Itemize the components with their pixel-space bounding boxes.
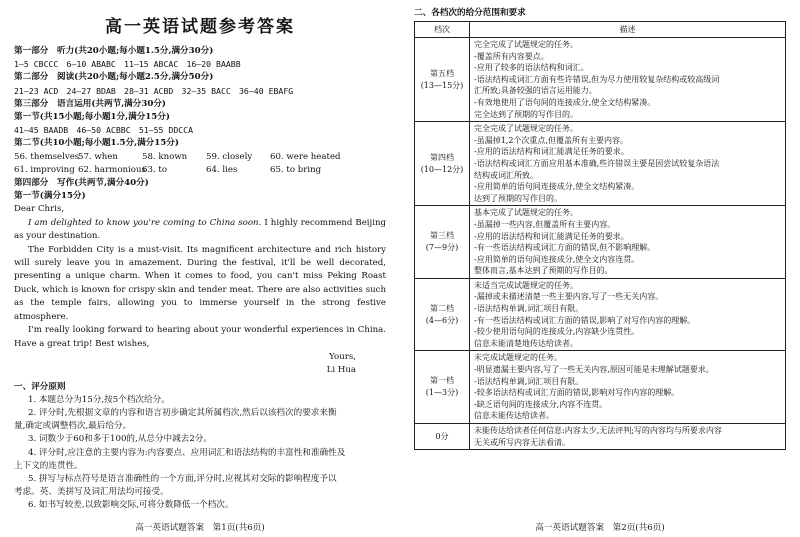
principle-line: 5. 拼写与标点符号是语言准确性的一个方面,评分时,应视其对交际的影响程度予以	[28, 473, 337, 484]
description-line: -应用简单的语句间连接成分,使全文内容连贯。	[474, 254, 640, 264]
level-cell	[415, 351, 470, 424]
description-line: -虽漏掉1,2个次重点,但覆盖所有主要内容。	[474, 135, 628, 145]
description-line: 完全完成了试题规定的任务。	[474, 40, 578, 49]
section2-answers-row2	[14, 164, 386, 177]
part4-heading: 第四部分 写作(共两节,满分40分)	[14, 178, 149, 189]
level-name: 第三档	[430, 231, 454, 241]
principle-line: 4. 评分时,应注意的主要内容为:内容要点、应用词汇和语法结构的丰富性和准确性及	[28, 447, 346, 458]
letter-paragraph-2: The Forbidden City is a must-visit. Its magnificent architecture and rich history will surely leave you in amazement. During the festival, it'll be well decorated, presenting a unique charm. When it comes to food, you can't miss Peking Roast Duck, which is known for crispy skin and tender meat. There are also activities such as the temple fairs, allowing you to immerse yourself in the strong festive atmosphere.	[14, 244, 386, 322]
description-cell	[470, 38, 786, 122]
description-line: -虽漏掉一些内容,但覆盖所有主要内容。	[474, 219, 616, 229]
principles-heading: 一、评分原则	[14, 381, 66, 392]
part2-heading: 第二部分 阅读(共20小题;每小题2.5分,满分50分)	[14, 72, 214, 83]
column-header-level: 档次	[415, 22, 470, 38]
level-cell	[415, 206, 470, 279]
description-line: -有一些语法结构或词汇方面的错误,影响了对写作内容的理解。	[474, 315, 696, 325]
part1-heading: 第一部分 听力(共20小题;每小题1.5分,满分30分)	[14, 46, 214, 56]
description-line: -有效地使用了语句间的连接成分,使全文结构紧凑。	[474, 97, 656, 107]
principle-line: 上下文的连贯性。	[14, 460, 83, 471]
letter-paragraph-1	[14, 217, 386, 244]
answer-item: 65. to bring	[270, 164, 322, 175]
level-name: 第四档	[430, 152, 454, 162]
answer-item: 60. were heated	[270, 151, 341, 162]
description-line: 完全达到了预期的写作目的。	[474, 109, 578, 119]
description-line: -覆盖所有内容要点。	[474, 51, 549, 61]
description-line: -应用了较多的语法结构和词汇。	[474, 63, 589, 73]
section1-answers: 41—45 BAADB 46—50 ACBBC 51—55 DDCCA	[14, 125, 194, 136]
principles-list	[14, 394, 386, 513]
part2-answers: 21—23 ACD 24—27 BDAB 28—31 ACBD 32—35 BACC 36—40 EBAFG	[14, 85, 294, 96]
description-line: 汇所致;具备较强的语言运用能力。	[474, 86, 597, 96]
level-name: 第五档	[430, 68, 454, 78]
grading-table	[414, 21, 786, 450]
table-row	[415, 38, 786, 122]
answer-item: 58. known	[142, 151, 188, 162]
answer-page-2	[400, 0, 800, 537]
level-score-range: (1—3分)	[425, 388, 459, 398]
page-footer: 高一英语试题答案 第1页(共6页)	[135, 523, 265, 533]
description-line: 未完成试题规定的任务。	[474, 353, 562, 363]
grading-table-body	[415, 38, 786, 450]
principle-line: 6. 如书写较差,以致影响交际,可将分数降低一个档次。	[28, 500, 234, 511]
table-header-row	[415, 22, 786, 38]
description-cell	[470, 278, 786, 351]
letter-paragraph-3: I'm really looking forward to hearing about your wonderful experiences in China. Have a great trip! Best wishes,	[14, 325, 386, 349]
answer-item: 56. themselves	[14, 151, 80, 162]
description-line: -应用的语法结构和词汇能满足任务的要求。	[474, 231, 629, 241]
description-line: -漏掉或未描述清楚一些主要内容,写了一些无关内容。	[474, 292, 664, 302]
level-name: 0分	[435, 431, 449, 441]
level-score-range: (10—12分)	[420, 164, 464, 174]
answer-item: 61. improving	[14, 164, 75, 175]
section2-heading: 第二节(共10小题;每小题1.5分,满分15分)	[14, 138, 179, 149]
description-line: 未适当完成试题规定的任务。	[474, 280, 578, 290]
description-line: 完全完成了试题规定的任务。	[474, 124, 578, 134]
letter-greeting: Dear Chris,	[14, 204, 65, 215]
description-line: -有一些语法结构或词汇方面的错误,但不影响理解。	[474, 243, 656, 253]
description-line: -语法结构或词汇方面有些许错误,但为尽力使用较复杂结构或较高级词	[474, 74, 720, 84]
writing-section1-heading: 第一节(满分15分)	[14, 191, 86, 202]
description-cell	[470, 206, 786, 279]
description-cell	[470, 424, 786, 450]
column-header-description: 描述	[470, 22, 786, 38]
page-footer: 高一英语试题答案 第2页(共6页)	[535, 523, 665, 533]
description-line: -较多语法结构或词汇方面的错误,影响对写作内容的理解。	[474, 388, 680, 398]
table-row	[415, 278, 786, 351]
answer-item: 57. when	[78, 151, 118, 162]
section1-heading: 第一节(共15小题;每小题1分,满分15分)	[14, 112, 170, 123]
description-line: 无关或所写内容无法看清。	[474, 437, 570, 447]
principle-line: 量,确定或调整档次,最后给分。	[14, 421, 132, 432]
description-cell	[470, 351, 786, 424]
description-line: -语法结构单调,词汇项目有限。	[474, 304, 584, 314]
description-line: -语法结构单调,词汇项目有限。	[474, 376, 584, 386]
level-cell	[415, 424, 470, 450]
table-row	[415, 351, 786, 424]
level-cell	[415, 38, 470, 122]
level-score-range: (7—9分)	[425, 243, 459, 253]
description-line: 基本完成了试题规定的任务。	[474, 208, 578, 218]
answer-item: 64. lies	[206, 164, 238, 175]
description-line: -较少使用语句间的连接成分,内容缺少连贯性。	[474, 327, 640, 337]
table-row	[415, 122, 786, 206]
description-line: -缺乏语句间的连接成分,内容不连贯。	[474, 399, 608, 409]
principle-line: 2. 评分时,先根据文章的内容和语言初步确定其所属档次,然后以该档次的要求来衡	[28, 407, 337, 418]
letter-signature: Li Hua	[326, 365, 356, 376]
sample-letter	[14, 203, 386, 377]
description-line: 信息未能清楚地传达给读者。	[474, 338, 578, 348]
principle-line: 考虑。英、美拼写及词汇用法均可接受。	[14, 487, 169, 498]
description-line: 结构或词汇所致。	[474, 170, 538, 180]
principle-line: 1. 本题总分为15分,按5个档次给分。	[28, 394, 170, 405]
description-line: 信息未能传达给读者。	[474, 411, 554, 421]
description-line: -应用简单的语句间连接成分,使全文结构紧凑。	[474, 182, 640, 192]
level-score-range: (13—15分)	[420, 80, 464, 90]
answer-item: 59. closely	[206, 151, 253, 162]
level-name: 第二档	[430, 303, 454, 313]
principle-line: 3. 词数少于60和多于100的,从总分中减去2分。	[28, 434, 212, 445]
table-row	[415, 206, 786, 279]
description-cell	[470, 122, 786, 206]
grading-levels-heading: 二、各档次的给分范围和要求	[414, 8, 526, 18]
answer-item: 62. harmonious	[78, 164, 146, 175]
level-score-range: (4—6分)	[425, 315, 459, 325]
table-row	[415, 424, 786, 450]
level-cell	[415, 278, 470, 351]
letter-closing: Yours,	[329, 351, 356, 362]
page-title: 高一英语试题参考答案	[105, 17, 295, 37]
section2-answers-row1	[14, 151, 386, 164]
level-name: 第一档	[430, 376, 454, 386]
description-line: -明显遗漏主要内容,写了一些无关内容,原因可能是未理解试题要求。	[474, 365, 714, 375]
level-cell	[415, 122, 470, 206]
answer-item: 63. to	[142, 164, 168, 175]
part3-heading: 第三部分 语言运用(共两节,满分30分)	[14, 98, 166, 109]
description-line: -应用的语法结构和词汇能满足任务的要求。	[474, 147, 629, 157]
part1-answers: 1—5 CBCCC 6—10 ABABC 11—15 ABCAC 16—20 BAABB	[14, 59, 241, 70]
description-line: 未能传达给读者任何信息:内容太少,无法评判;写的内容均与所要求内容	[474, 426, 722, 435]
letter-opening-sentence: I am delighted to know you're coming to China soon.	[28, 217, 262, 228]
description-line: 整体而言,基本达到了预期的写作目的。	[474, 266, 613, 276]
description-line: -语法结构或词汇方面应用基本准确,些许错误主要是因尝试较复杂语法	[474, 158, 720, 168]
letter-p1-rest: I highly recommend Beijing as your destination.	[14, 217, 386, 242]
description-line: 达到了预期的写作目的。	[474, 193, 562, 203]
